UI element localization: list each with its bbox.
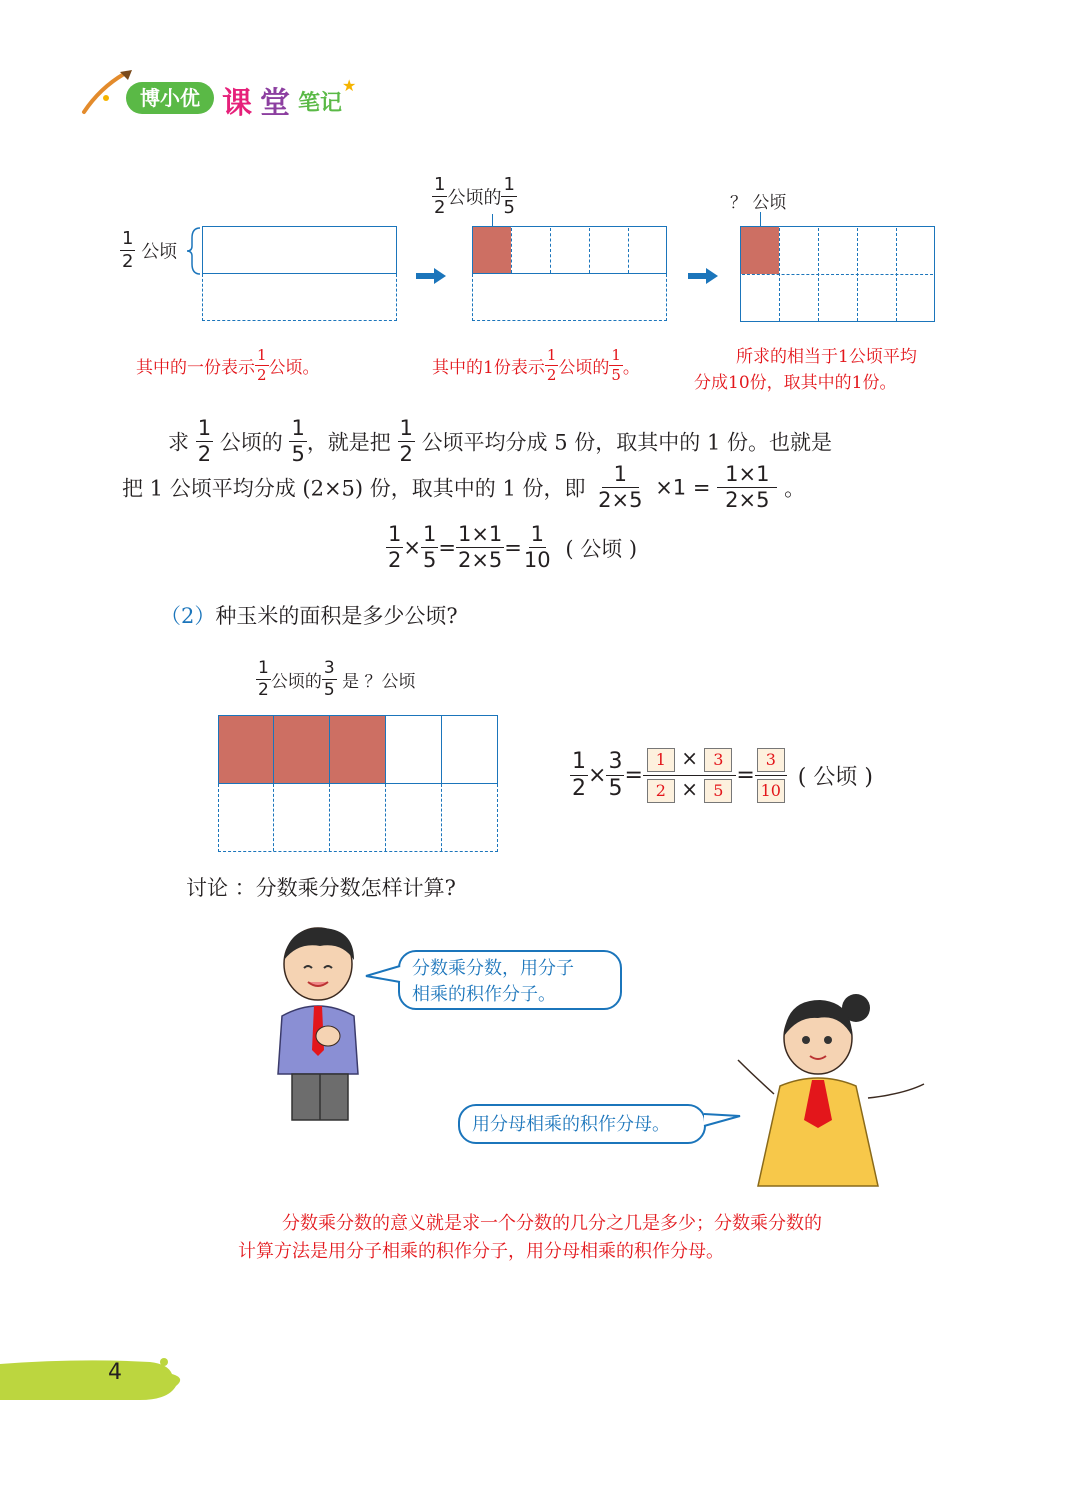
answer-box[interactable]: 3 bbox=[757, 748, 785, 772]
other-half-box-fifths bbox=[218, 784, 498, 852]
star-icon: ★ bbox=[342, 76, 357, 95]
brand-main: 博小优 bbox=[140, 86, 200, 110]
bubble-tail bbox=[364, 964, 402, 984]
brand-badge bbox=[126, 82, 214, 114]
answer-box[interactable]: 5 bbox=[704, 779, 732, 803]
arrow-right-icon bbox=[688, 268, 718, 284]
girl-speech-bubble: 用分母相乘的积作分母。 bbox=[458, 1104, 706, 1144]
divider bbox=[441, 784, 442, 851]
brand-title-1: 课 bbox=[222, 86, 252, 121]
brand-title-3: 笔记 bbox=[298, 91, 343, 116]
mid-diagram-label: $\frac{1}{2}$ 公顷的 $\frac{1}{5}$ bbox=[434, 174, 515, 218]
summary-text: 分数乘分数的意义就是求一个分数的几分之几是多少；分数乘分数的 计算方法是用分子相乘的积作分子，用分母相乘的积作分母。 bbox=[238, 1213, 822, 1262]
explanation-line-1: 求 $\frac{1}{2}$ 公顷的 $\frac{1}{5}$ ，就是把 $\frac{1}{2}$ 公顷平均分成 5 份，取其中的 1 份。也就是 bbox=[168, 416, 832, 466]
fifths-box-2 bbox=[472, 226, 667, 274]
divider bbox=[273, 784, 274, 851]
divider bbox=[441, 716, 442, 783]
boy-speech-bubble: 分数乘分数，用分子 相乘的积作分子。 bbox=[398, 950, 622, 1010]
answer-box[interactable]: 1 bbox=[647, 748, 675, 772]
other-half-box-1 bbox=[202, 274, 397, 321]
brand-title-2: 堂 bbox=[260, 86, 290, 121]
caption-3: 所求的相当于1公顷平均 分成10份，取其中的1份。 bbox=[694, 347, 917, 393]
answer-box[interactable]: 10 bbox=[757, 779, 785, 803]
divider bbox=[628, 228, 629, 273]
boy-illustration bbox=[262, 924, 382, 1124]
answer-box[interactable]: 3 bbox=[704, 748, 732, 772]
discussion-prompt: 讨论 ：分数乘分数怎样计算? bbox=[186, 876, 456, 900]
divider bbox=[550, 228, 551, 273]
girl-illustration bbox=[728, 990, 938, 1190]
question-2: （2）种玉米的面积是多少公顷? bbox=[160, 604, 458, 628]
answer-box[interactable]: 2 bbox=[647, 779, 675, 803]
divider bbox=[385, 716, 386, 783]
divider bbox=[273, 716, 274, 783]
half-hectare-box-fifths bbox=[218, 715, 498, 784]
brace-icon bbox=[186, 226, 202, 276]
divider bbox=[385, 784, 386, 851]
page-tab bbox=[0, 1356, 190, 1406]
divider bbox=[511, 228, 512, 273]
left-diagram-label: $\frac{1}{2}$ 公顷 bbox=[122, 228, 178, 272]
divider bbox=[589, 228, 590, 273]
explanation-line-2: 把 1 公顷平均分成 (2×5) 份，取其中的 1 份，即 $\frac{1}{2\times 5}$ ×1 = $\frac{1\times 1}{2\times 5}$ 。 bbox=[122, 462, 806, 512]
equation-1: $\frac{1}{2}$ × $\frac{1}{5}$ = $\frac{1\times 1}{2\times 5}$ = $\frac{1}{10}$ ( 公顷 ) bbox=[388, 522, 638, 572]
divider bbox=[742, 274, 933, 275]
right-diagram-label: ？ 公顷 bbox=[730, 193, 787, 213]
caption-2: 其中的1份表示 $\frac{1}{2}$ 公顷的 $\frac{1}{5}$ 。 bbox=[432, 346, 640, 384]
bubble-tail bbox=[702, 1110, 742, 1130]
divider bbox=[329, 784, 330, 851]
page-number: 4 bbox=[108, 1360, 122, 1385]
equation-2: $\frac{1}{2}$ × $\frac{3}{5}$ = $\frac{1 \times 3}{2 \times 5}$ = $\frac{3}{10}$ ( 公顷 ) bbox=[572, 746, 873, 801]
other-half-box-2 bbox=[472, 274, 667, 321]
diagram-2-label: $\frac{1}{2}$ 公顷的 $\frac{3}{5}$ 是 ？公顷 bbox=[258, 658, 416, 700]
divider bbox=[329, 716, 330, 783]
arrow-right-icon bbox=[416, 268, 446, 284]
half-hectare-box-1 bbox=[202, 226, 397, 274]
header-logo bbox=[80, 68, 380, 121]
caption-1: 其中的一份表示 $\frac{1}{2}$ 公顷。 bbox=[136, 346, 320, 384]
